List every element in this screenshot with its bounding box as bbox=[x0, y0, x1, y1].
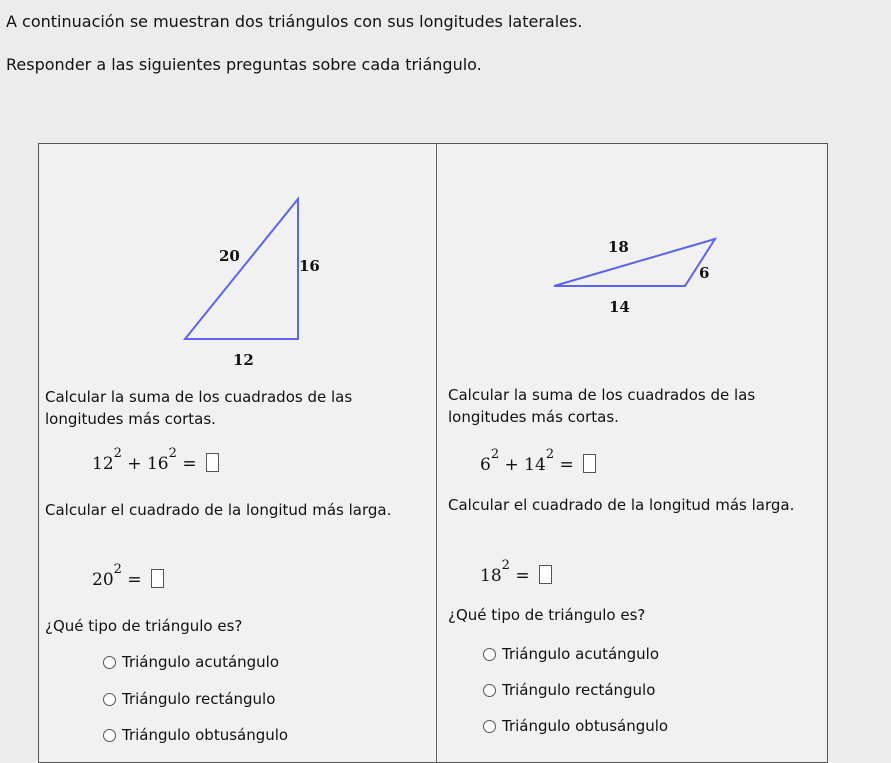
triangle-1-square-exp: 2 bbox=[113, 562, 122, 577]
problem-panel bbox=[38, 143, 828, 763]
option-label: Triángulo rectángulo bbox=[502, 681, 656, 699]
triangle-1-sum-a: 12 bbox=[92, 454, 114, 474]
triangle-2-label-side: 6 bbox=[699, 264, 710, 282]
triangle-2-option-acute[interactable] bbox=[483, 645, 659, 663]
option-label: Triángulo rectángulo bbox=[122, 690, 276, 708]
triangle-1-sum-a-exp: 2 bbox=[113, 446, 122, 461]
triangle-1-column bbox=[39, 144, 436, 762]
triangle-2-option-obtuse[interactable] bbox=[483, 717, 668, 735]
triangle-1-square-equals: = bbox=[127, 570, 142, 590]
radio-icon[interactable] bbox=[103, 656, 116, 669]
triangle-1-label-base: 12 bbox=[233, 351, 254, 369]
triangle-1-sum-b-exp: 2 bbox=[168, 446, 177, 461]
triangle-2-sum-plus: + bbox=[504, 455, 519, 475]
triangle-1-figure bbox=[39, 144, 436, 384]
triangle-2-column bbox=[437, 144, 827, 762]
triangle-1-sum-plus: + bbox=[127, 454, 142, 474]
triangle-2-question-square: Calcular el cuadrado de la longitud más larga. bbox=[448, 496, 795, 514]
triangle-1-option-acute[interactable] bbox=[103, 653, 279, 671]
triangle-2-sum-b-exp: 2 bbox=[545, 447, 555, 462]
triangle-1-shape bbox=[185, 199, 298, 339]
triangle-1-sum-answer-box[interactable] bbox=[206, 453, 219, 472]
triangle-2-label-base: 14 bbox=[609, 298, 630, 316]
triangle-2-square-a: 18 bbox=[480, 566, 502, 586]
triangle-1-label-hypotenuse: 20 bbox=[219, 247, 240, 265]
radio-icon[interactable] bbox=[103, 693, 116, 706]
triangle-2-square-equation bbox=[480, 558, 552, 586]
triangle-1-option-obtuse[interactable] bbox=[103, 726, 288, 744]
radio-icon[interactable] bbox=[483, 648, 496, 661]
triangle-1-sum-b: 16 bbox=[146, 454, 169, 474]
triangle-2-figure bbox=[437, 144, 827, 384]
triangle-2-question-type: ¿Qué tipo de triángulo es? bbox=[448, 606, 646, 624]
triangle-2-square-exp: 2 bbox=[501, 558, 510, 573]
triangle-2-sum-a-exp: 2 bbox=[490, 447, 500, 462]
intro-line-2: Responder a las siguientes preguntas sobre cada triángulo. bbox=[6, 55, 482, 74]
triangle-1-sum-equation bbox=[92, 446, 219, 474]
triangle-1-square-a: 20 bbox=[92, 570, 114, 590]
triangle-1-question-sum: Calcular la suma de los cuadrados de las longitudes más cortas. bbox=[45, 388, 353, 428]
option-label: Triángulo obtusángulo bbox=[122, 726, 289, 744]
option-label: Triángulo obtusángulo bbox=[502, 717, 669, 735]
radio-icon[interactable] bbox=[103, 729, 116, 742]
triangle-2-square-answer-box[interactable] bbox=[539, 565, 552, 584]
triangle-1-square-equation bbox=[92, 562, 164, 590]
triangle-2-sum-b: 14 bbox=[524, 455, 546, 475]
triangle-2-square-equals: = bbox=[515, 566, 530, 586]
triangle-1-question-square: Calcular el cuadrado de la longitud más larga. bbox=[45, 501, 392, 519]
triangle-2-sum-equation bbox=[480, 447, 596, 475]
radio-icon[interactable] bbox=[483, 684, 496, 697]
intro-line-1: A continuación se muestran dos triángulos con sus longitudes laterales. bbox=[6, 12, 583, 31]
triangle-1-sum-equals: = bbox=[182, 454, 197, 474]
triangle-2-label-top: 18 bbox=[608, 238, 629, 256]
triangle-2-question-sum: Calcular la suma de los cuadrados de las longitudes más cortas. bbox=[448, 386, 756, 426]
triangle-1-label-side: 16 bbox=[299, 257, 320, 275]
triangle-1-option-right[interactable] bbox=[103, 690, 275, 708]
triangle-2-sum-a: 6 bbox=[480, 455, 491, 475]
option-label: Triángulo acutángulo bbox=[122, 653, 280, 671]
triangle-1-square-answer-box[interactable] bbox=[151, 569, 164, 588]
triangle-2-shape bbox=[554, 239, 715, 286]
triangle-1-question-type: ¿Qué tipo de triángulo es? bbox=[45, 617, 243, 635]
option-label: Triángulo acutángulo bbox=[502, 645, 660, 663]
triangle-2-sum-equals: = bbox=[559, 455, 574, 475]
triangle-2-sum-answer-box[interactable] bbox=[583, 454, 596, 473]
triangle-2-option-right[interactable] bbox=[483, 681, 655, 699]
radio-icon[interactable] bbox=[483, 720, 496, 733]
